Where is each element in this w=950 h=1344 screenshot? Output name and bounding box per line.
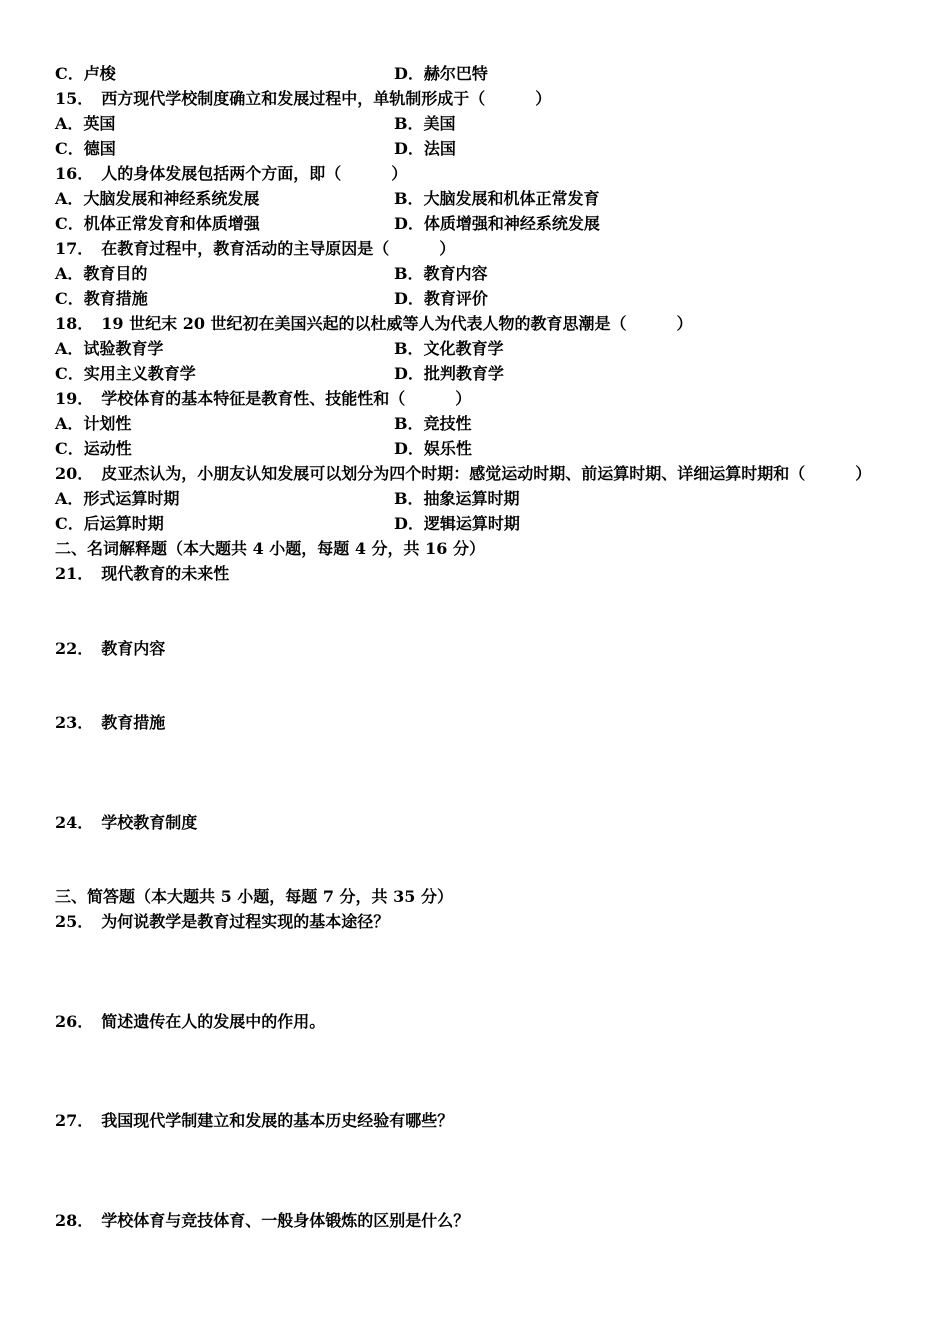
question-number: 23．	[55, 713, 94, 732]
option-a	[55, 487, 179, 511]
question-stem: 学校体育的基本特征是教育性、技能性和（	[101, 389, 406, 408]
option-d	[394, 512, 520, 536]
option-label: C．	[55, 139, 84, 158]
option-c	[55, 137, 116, 161]
option-text: 德国	[83, 139, 116, 158]
section-heading: 三、简答题（本大题共 5 小题，每题 7 分，共 35 分）	[55, 887, 453, 906]
question-16	[55, 162, 407, 186]
option-text: 教育评价	[423, 289, 488, 308]
option-label: B．	[394, 489, 424, 508]
question-stem: 在教育过程中，教育活动的主导原因是（	[101, 239, 390, 258]
short-answer-26	[55, 1010, 325, 1034]
option-label: D．	[394, 139, 424, 158]
option-text: 教育措施	[83, 289, 148, 308]
option-text: 文化教育学	[423, 339, 504, 358]
option-b	[394, 412, 472, 436]
option-b	[394, 487, 520, 511]
option-d	[394, 137, 456, 161]
option-text: 形式运算时期	[83, 489, 180, 508]
option-label: A．	[55, 264, 84, 283]
question-text: 教育内容	[101, 639, 166, 658]
term-question-22	[55, 637, 165, 661]
close-paren: ）	[676, 314, 693, 333]
term-question-21	[55, 562, 229, 586]
option-text: 大脑发展和机体正常发育	[423, 189, 600, 208]
option-text: 赫尔巴特	[423, 64, 488, 83]
option-a	[55, 337, 163, 361]
option-c	[55, 212, 260, 236]
question-number: 25．	[55, 912, 94, 931]
option-text: 大脑发展和神经系统发展	[83, 189, 260, 208]
option-a	[55, 412, 131, 436]
question-number: 16．	[55, 164, 94, 183]
short-answer-28	[55, 1209, 469, 1233]
option-c	[55, 62, 116, 86]
close-paren: ）	[855, 464, 872, 483]
question-number: 26．	[55, 1012, 94, 1031]
option-label: D．	[394, 439, 424, 458]
question-number: 15．	[55, 89, 94, 108]
option-b	[394, 262, 488, 286]
option-text: 实用主义教育学	[83, 364, 196, 383]
option-text: 机体正常发育和体质增强	[83, 214, 260, 233]
question-number: 27．	[55, 1111, 94, 1130]
option-label: A．	[55, 489, 84, 508]
option-a	[55, 262, 147, 286]
question-stem: 皮亚杰认为，小朋友认知发展可以划分为四个时期：感觉运动时期、前运算时期、详细运算时期和（	[101, 464, 806, 483]
question-15	[55, 87, 551, 111]
option-text: 竞技性	[423, 414, 472, 433]
option-c	[55, 362, 196, 386]
close-paren: ）	[391, 164, 408, 183]
option-text: 卢梭	[83, 64, 116, 83]
option-label: C．	[55, 439, 84, 458]
option-c	[55, 437, 132, 461]
short-answer-27	[55, 1109, 453, 1133]
question-number: 20．	[55, 464, 94, 483]
option-label: B．	[394, 264, 424, 283]
question-19	[55, 387, 471, 411]
question-number: 28．	[55, 1211, 94, 1230]
question-text: 学校教育制度	[101, 813, 198, 832]
close-paren: ）	[439, 239, 456, 258]
close-paren: ）	[535, 89, 552, 108]
option-text: 法国	[423, 139, 456, 158]
option-text: 英国	[83, 114, 116, 133]
option-text: 运动性	[83, 439, 132, 458]
term-question-24	[55, 811, 197, 835]
question-18	[55, 312, 693, 336]
option-text: 体质增强和神经系统发展	[423, 214, 600, 233]
option-label: A．	[55, 414, 84, 433]
option-label: C．	[55, 64, 84, 83]
option-text: 后运算时期	[83, 514, 164, 533]
option-text: 教育目的	[83, 264, 148, 283]
short-answer-25	[55, 910, 389, 934]
question-number: 18．	[55, 314, 94, 333]
close-paren: ）	[455, 389, 472, 408]
question-text: 为何说教学是教育过程实现的基本途径？	[101, 912, 390, 931]
option-d	[394, 287, 488, 311]
option-text: 试验教育学	[83, 339, 164, 358]
option-label: C．	[55, 514, 84, 533]
option-c	[55, 287, 148, 311]
question-stem: 19 世纪末 20 世纪初在美国兴起的以杜威等人为代表人物的教育思潮是（	[101, 314, 627, 333]
option-text: 逻辑运算时期	[423, 514, 520, 533]
option-label: D．	[394, 64, 424, 83]
question-stem: 西方现代学校制度确立和发展过程中，单轨制形成于（	[101, 89, 486, 108]
question-text: 现代教育的未来性	[101, 564, 230, 583]
option-label: C．	[55, 289, 84, 308]
option-label: B．	[394, 414, 424, 433]
option-label: D．	[394, 214, 424, 233]
option-label: A．	[55, 189, 84, 208]
question-number: 24．	[55, 813, 94, 832]
question-number: 21．	[55, 564, 94, 583]
option-label: B．	[394, 114, 424, 133]
option-d	[394, 212, 600, 236]
option-d	[394, 362, 504, 386]
question-number: 22．	[55, 639, 94, 658]
option-b	[394, 187, 600, 211]
option-c	[55, 512, 164, 536]
question-number: 19．	[55, 389, 94, 408]
question-text: 我国现代学制建立和发展的基本历史经验有哪些？	[101, 1111, 454, 1130]
question-text: 教育措施	[101, 713, 166, 732]
option-label: D．	[394, 364, 424, 383]
term-question-23	[55, 711, 165, 735]
option-a	[55, 187, 259, 211]
option-d	[394, 62, 488, 86]
section-heading: 二、名词解释题（本大题共 4 小题，每题 4 分，共 16 分）	[55, 539, 485, 558]
question-stem: 人的身体发展包括两个方面，即（	[101, 164, 342, 183]
option-text: 教育内容	[423, 264, 488, 283]
option-text: 批判教育学	[423, 364, 504, 383]
option-b	[394, 112, 456, 136]
option-label: D．	[394, 514, 424, 533]
option-label: B．	[394, 189, 424, 208]
option-d	[394, 437, 472, 461]
question-17	[55, 237, 455, 261]
option-label: D．	[394, 289, 424, 308]
option-a	[55, 112, 115, 136]
option-text: 娱乐性	[423, 439, 472, 458]
option-text: 计划性	[83, 414, 132, 433]
option-b	[394, 337, 504, 361]
option-text: 美国	[423, 114, 456, 133]
option-label: C．	[55, 364, 84, 383]
option-label: B．	[394, 339, 424, 358]
question-text: 简述遗传在人的发展中的作用。	[101, 1012, 326, 1031]
option-label: A．	[55, 339, 84, 358]
option-text: 抽象运算时期	[423, 489, 520, 508]
question-number: 17．	[55, 239, 94, 258]
question-text: 学校体育与竞技体育、一般身体锻炼的区别是什么？	[101, 1211, 470, 1230]
option-label: C．	[55, 214, 84, 233]
question-20	[55, 462, 871, 486]
option-label: A．	[55, 114, 84, 133]
